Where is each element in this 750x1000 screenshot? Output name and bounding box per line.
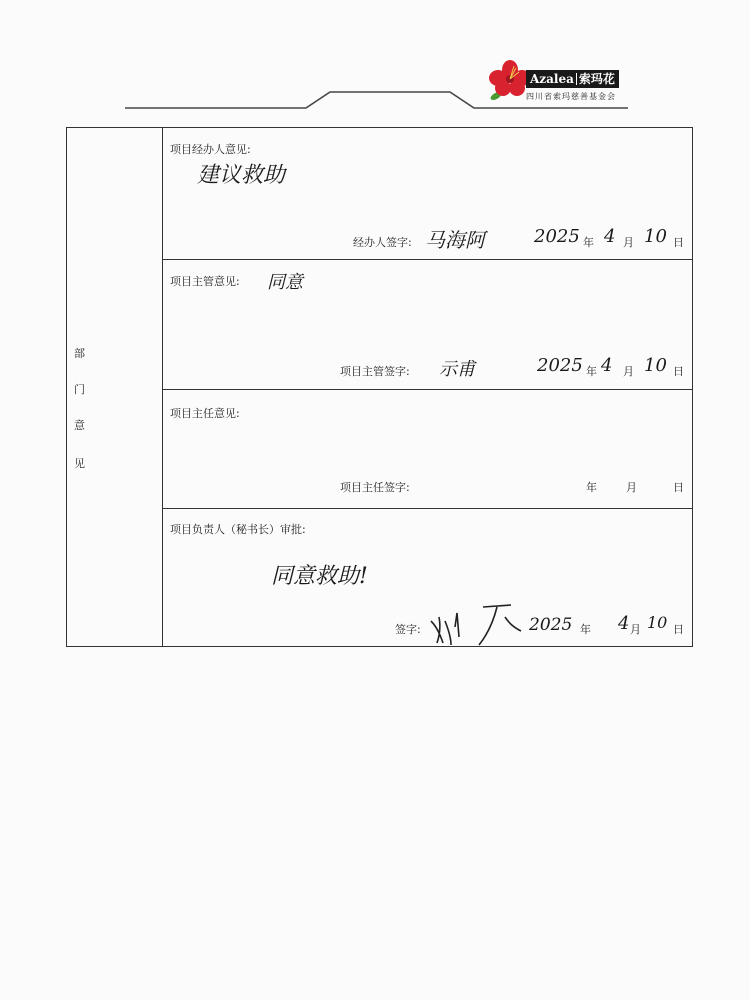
handwritten-opinion: 同意救助! bbox=[271, 564, 368, 589]
day-unit: 日 bbox=[673, 623, 684, 636]
handwritten-month: 4 bbox=[618, 613, 630, 634]
year-unit: 年 bbox=[580, 623, 591, 636]
department-opinion-column bbox=[67, 128, 163, 646]
year-unit: 年 bbox=[586, 365, 597, 378]
left-label-char: 见 bbox=[74, 457, 85, 470]
month-unit: 月 bbox=[623, 236, 634, 249]
handwritten-signature: 马海阿 bbox=[425, 228, 485, 252]
handwritten-day: 10 bbox=[644, 226, 667, 247]
year-unit: 年 bbox=[583, 236, 594, 249]
handwritten-day: 10 bbox=[647, 613, 668, 632]
handwritten-year: 2025 bbox=[537, 355, 583, 376]
handwritten-signature-scribble bbox=[425, 587, 605, 647]
signature-label: 签字: bbox=[395, 623, 421, 636]
section-label: 项目负责人（秘书长）审批: bbox=[170, 523, 306, 536]
handwritten-day: 10 bbox=[644, 355, 667, 376]
handwritten-month: 4 bbox=[604, 226, 616, 247]
logo-subtitle: 四川省索玛慈善基金会 bbox=[526, 92, 616, 101]
foundation-logo bbox=[486, 58, 636, 108]
month-unit: 月 bbox=[623, 365, 634, 378]
section-label: 项目经办人意见: bbox=[170, 143, 251, 156]
handwritten-opinion: 同意 bbox=[267, 272, 303, 293]
day-unit: 日 bbox=[673, 236, 684, 249]
logo-title: Azalea 索玛花 bbox=[526, 70, 619, 88]
left-label-char: 门 bbox=[74, 383, 85, 396]
opinion-form bbox=[66, 127, 693, 647]
header-divider bbox=[0, 0, 750, 120]
handler-opinion-section bbox=[163, 128, 692, 260]
month-unit: 月 bbox=[630, 623, 641, 636]
handwritten-year: 2025 bbox=[529, 615, 573, 635]
signature-label: 项目主管签字: bbox=[340, 365, 410, 378]
director-opinion-section bbox=[163, 389, 692, 509]
year-unit: 年 bbox=[586, 481, 597, 494]
secretary-general-approval-section bbox=[163, 509, 692, 646]
supervisor-opinion-section bbox=[163, 259, 692, 390]
left-label-char: 意 bbox=[74, 419, 85, 432]
section-label: 项目主任意见: bbox=[170, 407, 240, 420]
handwritten-opinion: 建议救助 bbox=[197, 163, 286, 188]
month-unit: 月 bbox=[626, 481, 637, 494]
handwritten-signature: 示甫 bbox=[439, 359, 475, 380]
day-unit: 日 bbox=[673, 481, 684, 494]
section-label: 项目主管意见: bbox=[170, 275, 240, 288]
day-unit: 日 bbox=[673, 365, 684, 378]
left-label-char: 部 bbox=[74, 347, 85, 360]
handwritten-month: 4 bbox=[601, 355, 613, 376]
handwritten-year: 2025 bbox=[534, 226, 580, 247]
signature-label: 经办人签字: bbox=[353, 236, 412, 249]
signature-label: 项目主任签字: bbox=[340, 481, 410, 494]
